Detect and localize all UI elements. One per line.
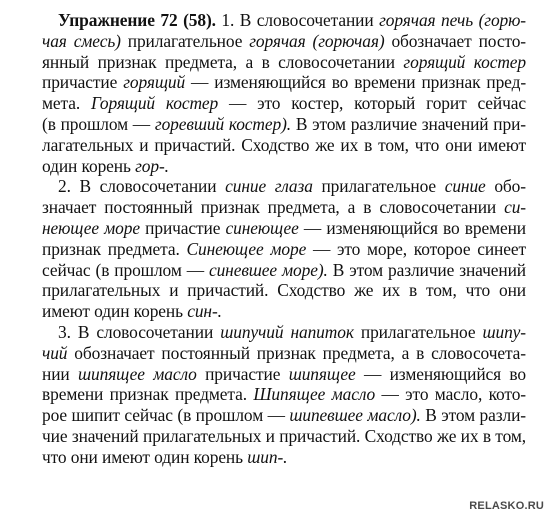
text-run: (в прошлом — — [42, 113, 155, 134]
text-run: имеют один корень — [42, 301, 188, 322]
text-run: В этом различие значений — [327, 259, 526, 280]
example-phrase: Шипящее масло — [253, 384, 376, 405]
example-phrase: горящий — [123, 72, 186, 93]
text-line — [42, 72, 526, 93]
text-line — [42, 31, 526, 52]
text-run: прилагательное — [353, 321, 483, 342]
example-phrase: шип-. — [247, 446, 288, 467]
text-line — [42, 93, 526, 114]
text-run: причастие — [42, 72, 124, 93]
exercise-text — [42, 10, 526, 468]
text-run: 3. В словосочетании — [58, 321, 221, 342]
text-run: В этом разли- — [420, 405, 526, 426]
text-line — [42, 364, 526, 385]
example-phrase: син-. — [187, 301, 222, 322]
text-run: времени признак предмета. — [42, 384, 254, 405]
text-line — [42, 260, 526, 281]
text-run: прилагательное — [312, 176, 445, 197]
text-line — [42, 10, 526, 31]
text-line — [42, 156, 526, 177]
text-line — [42, 114, 526, 135]
text-run: — это костер, который горит сейчас — [218, 93, 526, 114]
text-run: причастие — [139, 217, 226, 238]
example-phrase: горячая печь (горю- — [379, 10, 526, 30]
text-line — [42, 239, 526, 260]
text-line — [42, 52, 526, 73]
text-run: что они имеют один корень — [42, 446, 248, 467]
text-line — [42, 197, 526, 218]
example-phrase: Синеющее море — [186, 238, 307, 259]
text-run: 2. В словосочетании — [58, 176, 226, 197]
text-line — [42, 322, 526, 343]
example-phrase: горячая (горючая) — [249, 30, 385, 51]
text-run: прилагательных и причастий. Сходство же их в том, что они — [42, 280, 526, 301]
exercise-heading: Упражнение 72 (58). — [58, 10, 216, 30]
example-phrase: Горящий костер — [90, 93, 219, 114]
text-line — [42, 426, 526, 447]
text-run: янный признак предмета, а в словосочетании — [42, 51, 404, 72]
text-line — [42, 135, 526, 156]
site-watermark: RELASKO.RU — [469, 500, 544, 512]
text-line — [42, 343, 526, 364]
example-phrase: горевший костер). — [154, 113, 292, 134]
text-run: чие значений прилагательных и причастий. Сходство же их в том, — [42, 425, 526, 446]
text-line — [42, 280, 526, 301]
example-phrase: шипевшее масло). — [289, 405, 421, 426]
example-phrase: шипучий напиток — [220, 321, 354, 342]
text-line — [42, 405, 526, 426]
text-run: — изменяющийся во — [355, 363, 527, 384]
example-phrase: чий — [42, 342, 68, 363]
text-run: признак предмета. — [42, 238, 187, 259]
example-phrase: гор-. — [135, 155, 169, 176]
example-phrase: синевшее море). — [208, 259, 328, 280]
example-phrase: шипящее масло — [77, 363, 197, 384]
text-run: значает постоянный признак предмета, а в словосочетании — [42, 197, 505, 218]
text-run: причастие — [196, 363, 289, 384]
text-run: — это масло, кото- — [375, 384, 526, 405]
text-run: рое шипит сейчас (в прошлом — — [42, 405, 290, 426]
example-phrase: неющее море — [42, 217, 140, 238]
text-line — [42, 384, 526, 405]
example-phrase: шипу- — [482, 321, 526, 342]
example-phrase: синие — [444, 176, 486, 197]
text-run: один корень — [42, 155, 136, 176]
example-phrase: си- — [504, 197, 526, 218]
text-run: 1. В словосочетании — [215, 10, 380, 30]
text-run: — изменяющийся во времени — [298, 217, 527, 238]
text-run: обозначает постоянный признак предмета, а в словосочета- — [67, 342, 526, 363]
text-run: В этом различие значений при- — [291, 113, 527, 134]
text-line — [42, 176, 526, 197]
text-run: лагательных и причастий. Сходство же их в том, что они имеют — [42, 134, 526, 155]
text-line — [42, 218, 526, 239]
example-phrase: горящий костер — [403, 51, 526, 72]
text-run: — изменяющийся во времени признак пред- — [185, 72, 527, 93]
text-line — [42, 447, 526, 468]
text-run: нии — [42, 363, 78, 384]
text-run: мета. — [42, 93, 91, 114]
text-run: обозначает посто- — [384, 30, 526, 51]
text-run: сейчас (в прошлом — — [42, 259, 209, 280]
example-phrase: синие глаза — [225, 176, 313, 197]
example-phrase: чая смесь) — [42, 30, 121, 51]
text-run: — это море, которое синеет — [306, 238, 526, 259]
example-phrase: синеющее — [225, 217, 299, 238]
example-phrase: шипящее — [288, 363, 356, 384]
text-line — [42, 301, 526, 322]
text-run: прилагательное — [120, 30, 250, 51]
text-run: обо- — [485, 176, 526, 197]
